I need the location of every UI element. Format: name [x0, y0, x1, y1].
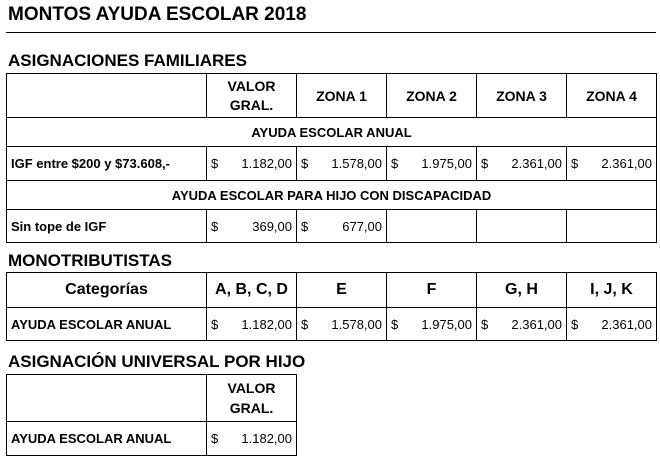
value-cell: 677,00 — [342, 218, 382, 234]
row-label-igf: IGF entre $200 y $73.608,- — [7, 147, 207, 181]
header-empty — [7, 74, 207, 118]
header-gh: G, H — [477, 273, 567, 308]
header-valor-gral: VALOR GRAL. — [207, 74, 297, 118]
monotributistas-header-row — [7, 273, 657, 308]
title-underline — [6, 32, 656, 33]
value-cell: 2.361,00 — [601, 156, 652, 171]
header-ijk: I, J, K — [567, 273, 657, 308]
row-label-sin-tope: Sin tope de IGF — [7, 210, 207, 243]
header-abcd: A, B, C, D — [207, 273, 297, 308]
value-cell: 1.578,00 — [331, 316, 382, 332]
header-empty — [7, 375, 207, 422]
value-cell: 2.361,00 — [601, 316, 652, 332]
asignaciones-header-row — [7, 74, 657, 118]
table-row — [7, 147, 657, 181]
value-cell: 1.182,00 — [241, 316, 292, 332]
currency-symbol: $ — [481, 156, 489, 171]
currency-symbol: $ — [211, 218, 219, 234]
header-categorias: Categorías — [7, 273, 207, 308]
currency-symbol: $ — [391, 316, 399, 332]
value-cell: 2.361,00 — [511, 316, 562, 332]
monotributistas-title: MONOTRIBUTISTAS — [8, 251, 173, 270]
header-zona-4: ZONA 4 — [567, 74, 657, 118]
currency-symbol: $ — [391, 156, 399, 171]
currency-symbol: $ — [571, 316, 579, 332]
currency-symbol: $ — [211, 156, 219, 171]
header-zona-3: ZONA 3 — [477, 74, 567, 118]
page-title: MONTOS AYUDA ESCOLAR 2018 — [8, 4, 307, 25]
value-cell: 1.182,00 — [241, 156, 292, 171]
header-f: F — [387, 273, 477, 308]
empty-cell — [567, 210, 657, 243]
header-valor-gral: VALOR GRAL. — [207, 375, 297, 422]
currency-symbol: $ — [571, 156, 579, 171]
currency-symbol: $ — [211, 316, 219, 332]
auh-header-row — [7, 375, 297, 422]
asignaciones-title: ASIGNACIONES FAMILIARES — [8, 51, 247, 70]
auh-title: ASIGNACIÓN UNIVERSAL POR HIJO — [8, 352, 306, 371]
currency-symbol: $ — [301, 218, 309, 234]
section-ayuda-escolar-anual: AYUDA ESCOLAR ANUAL — [7, 118, 657, 147]
currency-symbol: $ — [301, 156, 309, 171]
value-cell: 1.182,00 — [241, 431, 292, 446]
value-cell: 1.975,00 — [421, 316, 472, 332]
header-zona-1: ZONA 1 — [297, 74, 387, 118]
monotributistas-table — [6, 272, 657, 341]
value-cell: 1.975,00 — [421, 156, 472, 171]
table-row — [7, 308, 657, 341]
section-ayuda-discapacidad: AYUDA ESCOLAR PARA HIJO CON DISCAPACIDAD — [7, 181, 657, 210]
value-cell: 1.578,00 — [331, 156, 382, 171]
value-cell: 369,00 — [252, 218, 292, 234]
header-e: E — [297, 273, 387, 308]
empty-cell — [387, 210, 477, 243]
currency-symbol: $ — [211, 431, 219, 446]
empty-cell — [477, 210, 567, 243]
table-row — [7, 210, 657, 243]
table-row — [7, 422, 297, 456]
value-cell: 2.361,00 — [511, 156, 562, 171]
currency-symbol: $ — [481, 316, 489, 332]
asignaciones-table — [6, 73, 657, 243]
auh-table — [6, 374, 297, 456]
row-label-ayuda: AYUDA ESCOLAR ANUAL — [7, 308, 207, 341]
row-label-ayuda: AYUDA ESCOLAR ANUAL — [7, 422, 207, 456]
header-zona-2: ZONA 2 — [387, 74, 477, 118]
currency-symbol: $ — [301, 316, 309, 332]
